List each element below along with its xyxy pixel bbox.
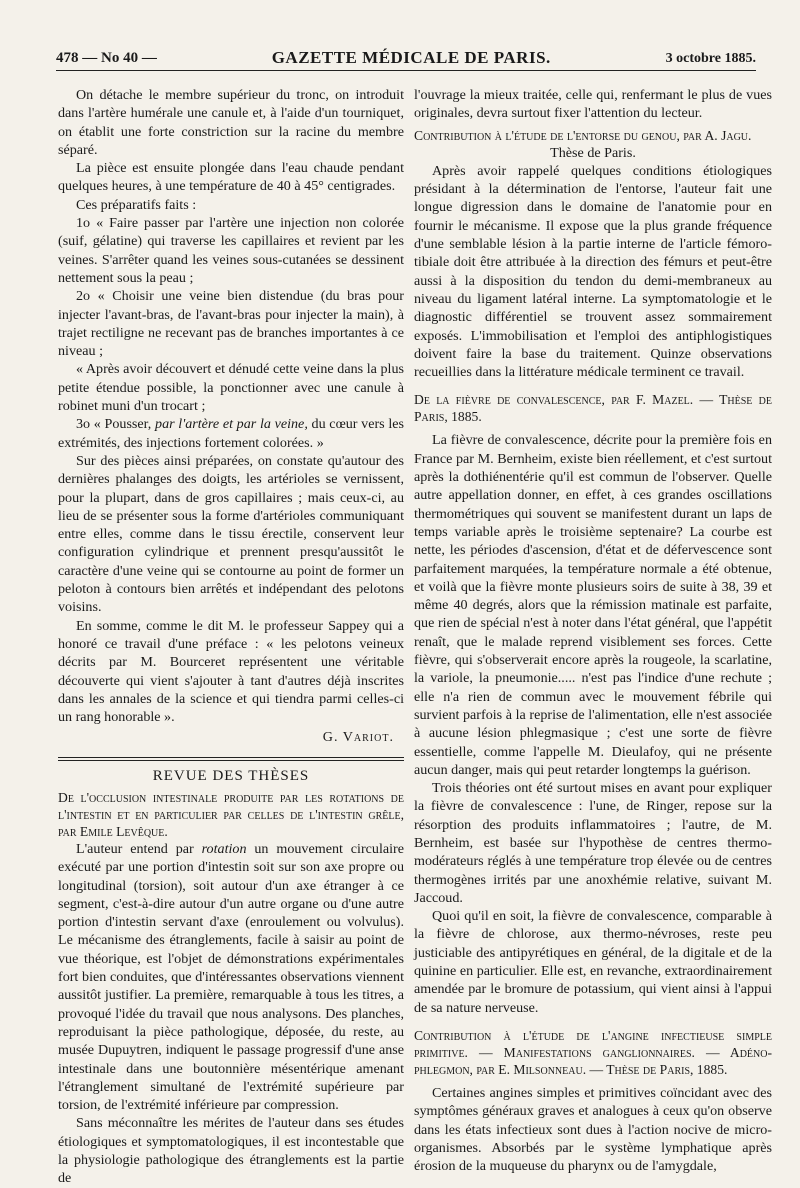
paragraph: l'ouvrage la mieux traitée, celle qui, renfermant le plus de vues originales, devra surtout fixer l'attention du lecteur.	[414, 87, 772, 122]
page-number: 478 — No 40 —	[56, 50, 157, 66]
thesis-heading: De l'occlusion intestinale produite par les rotations de l'intestin et en particulier par celles de l'intestin grêle, par Emile Levêque.	[58, 789, 404, 839]
paragraph: Certaines angines simples et primitives coïncidant avec des symptômes généraux graves et analogues à ceux qu'on observe dans les états infectieux sont dues à l'action nocive de micro-organismes. Absorbés par le système lymphatique après érosion de la muqueuse du pharynx ou de l'amygdale,	[414, 1084, 772, 1175]
thesis-heading: Contribution à l'étude de l'angine infectieuse simple primitive. — Manifestations ganglionnaires. — Adéno-phlegmon, par E. Milsonneau. — Thèse de Paris, 1885.	[414, 1027, 772, 1077]
thesis-heading: De la fièvre de convalescence, par F. Mazel. — Thèse de Paris, 1885.	[414, 392, 772, 425]
section-title: REVUE DES THÈSES	[152, 767, 310, 784]
right-column	[414, 86, 772, 1175]
paragraph: La pièce est ensuite plongée dans l'eau chaude pendant quelques heures, à une température de 40 à 45° centigrades.	[58, 160, 404, 195]
text-run: du cœur vers les extrémités, des injections fortement colorées. »	[58, 416, 404, 451]
paragraph	[58, 415, 404, 452]
spacer	[414, 381, 772, 387]
paragraph: Quoi qu'il en soit, la fièvre de convalescence, comparable à la fièvre de chlorose, aux thermo-névroses, reste peu justiciable des antipyrétiques en général, de la digitale et de la quinine en particulier. Elle est, en revanche, extraordinairement amendée par le bromure de potassium, qui vient ainsi à l'appui de sa nature nerveuse.	[414, 908, 772, 1016]
text-run: 3o « Pousser,	[76, 416, 156, 433]
paragraph: Sur des pièces ainsi préparées, on constate qu'autour des dernières phalanges des doigts, les artérioles se vernissent, pour la plupart, dans de gros capillaires ; mais ceux-ci, au lieu de se présenter sous la forme d'artérioles communiquant entre elles, comme dans le tissu érectile, conservent leur configuration cylindrique et prennent presqu'aussitôt le caractère d'une veine qui se contourne au point de former un peloton à contours bien arrêtés et indépendant des pelotons voisins.	[58, 452, 404, 616]
left-column	[58, 86, 404, 1188]
paragraph: La fièvre de convalescence, décrite pour la première fois en France par M. Bernheim, existe bien réellement, et c'est surtout après la dothiénentérie qu'il est commun de l'observer. Quelle autre appellation donner, en effet, à ces grandes oscillations thermométriques qui souvent se manifestent durant un laps de temps variable après le troisième septenaire? La courbe est nette, les périodes d'ascension, d'état et de défervescence sont parfaitement marquées, la température normale a été obtenue, et voilà que la fièvre monte plusieurs soirs de suite à 38, 39 et même 40 degrés, alors que la rémission matinale est parfaite, que rien de spécial n'est à noter dans l'état général, que l'appétit renaît, que le malade reprend visiblement ses forces. Cette fièvre, qui s'observerait encore après la rougeole, la scarlatine, la variole, la pneumonie..... n'est pas l'indice d'une rechute ; elle n'a rien de commun avec le mouvement fébrile qui survient parfois à la reprise de l'alimentation, elle n'est associée à aucune lésion phlegmasique ; c'est une sorte de fièvre essentielle, comme l'appelle M. Dieulafoy, qui ne présente aucun danger, mais qui peut retarder longtemps la guérison.	[414, 432, 772, 778]
paragraph: On détache le membre supérieur du tronc, on introduit dans l'artère humérale une canule et, à l'aide d'un tourniquet, on établit une forte constriction sur la racine du membre séparé.	[58, 87, 404, 158]
section-divider	[58, 757, 404, 761]
thesis-subheading: Thèse de Paris.	[550, 144, 636, 161]
paragraph: 2o « Choisir une veine bien distendue (du bras pour injecter l'avant-bras, de l'avant-bras pour injecter la main), à trajet rectiligne ne recevant pas de branches importantes à ce niveau ;	[58, 288, 404, 360]
text-run: L'auteur entend par	[76, 840, 202, 857]
paragraph: Après avoir rappelé quelques conditions étiologiques présidant à la détermination de l'entorse, l'auteur fait une longue digression dans le domaine de l'anatomie pour en fournir le mécanisme. Il expose que la plus grande fréquence d'une semblable lésion à la partie interne de l'article fémoro-tibiale doit être attribuée à la direction des fémurs et peut-être aussi à la disposition du tendon du demi-membraneux au niveau du ligament latéral interne. La symptomatologie et le diagnostic différentiel se trouvent assez sommairement exposés. L'immobilisation et l'emploi des antiphlogistiques doivent faire la base du traitement. Quinze observations recueillies dans la littérature médicale terminent ce travail.	[414, 162, 772, 381]
paragraph: Ces préparatifs faits :	[76, 196, 197, 213]
journal-title: GAZETTE MÉDICALE DE PARIS.	[271, 48, 551, 67]
paragraph: 1o « Faire passer par l'artère une injection non colorée (suif, gélatine) qui traverse les capillaires et revient par les veines. S'arrêter quand les veines sous-cutanées se dessinent nettement sous la peau ;	[58, 215, 404, 286]
paragraph: Sans méconnaître les mérites de l'auteur dans ses études étiologiques et symptomatologiques, il est incontestable que la physiologie pathologique des étranglements est la partie de	[58, 1115, 404, 1187]
paragraph: « Après avoir découvert et dénudé cette veine dans la plus petite étendue possible, la ponctionner avec une canule à robinet muni d'un trocart ;	[58, 361, 404, 415]
paragraph	[58, 840, 404, 1114]
italic-text: par l'artère et par la veine,	[155, 416, 308, 433]
issue-date: 3 octobre 1885.	[665, 51, 756, 66]
paragraph: En somme, comme le dit M. le professeur Sappey qui a honoré ce travail d'une préface : « les pelotons veineux décrits par M. Bourceret représentent une véritable découverte qui vient s'ajouter à tant d'autres déjà inscrites dans les annales de la science et qui tiendra parmi celles-ci un rang honorable ».	[58, 617, 404, 726]
text-run: un mouvement circulaire exécuté par une portion d'intestin soit sur son axe propre ou longitudinal (torsion), soit autour d'un axe étranger à ce segment, c'est-à-dire autour d'un autre organe ou d'une autre portion d'intestin servant d'axe (enroulement ou volvulus). Le mécanisme des étranglements, facile à saisir au point de vue théorique, est l'objet de démonstrations expérimentales fort bien conduites, que d'intéressantes observations viennent aussitôt justifier. La première, remarquable à tous les titres, a provoqué l'idée du travail que nous analysons. Des planches, reproduisant la pièce pathologique, déposée, du reste, au musée Dupuytren, indiquent le passage progressif d'une anse intestinale dans une boutonnière mésentérique amenant l'étranglement simultané de l'extrémité supérieure par torsion, de l'extrémité inférieure par compression.	[58, 840, 404, 1114]
paragraph: Trois théories ont été surtout mises en avant pour expliquer la fièvre de convalescence : l'une, de Ringer, repose sur la résorption des produits inflammatoires ; l'autre, de M. Bernheim, est basée sur l'hypothèse de centres thermo-modérateurs réglés à une température trop élevée ou de centres thermogènes irrités par une anoxhémie relative, suivant M. Jaccoud.	[414, 780, 772, 906]
italic-text: rotation	[201, 840, 247, 857]
author-signature: G. Variot.	[322, 729, 394, 746]
spacer	[414, 1017, 772, 1023]
page-header	[56, 48, 756, 71]
thesis-heading: Contribution à l'étude de l'entorse du genou, par A. Jagu.	[414, 127, 752, 143]
